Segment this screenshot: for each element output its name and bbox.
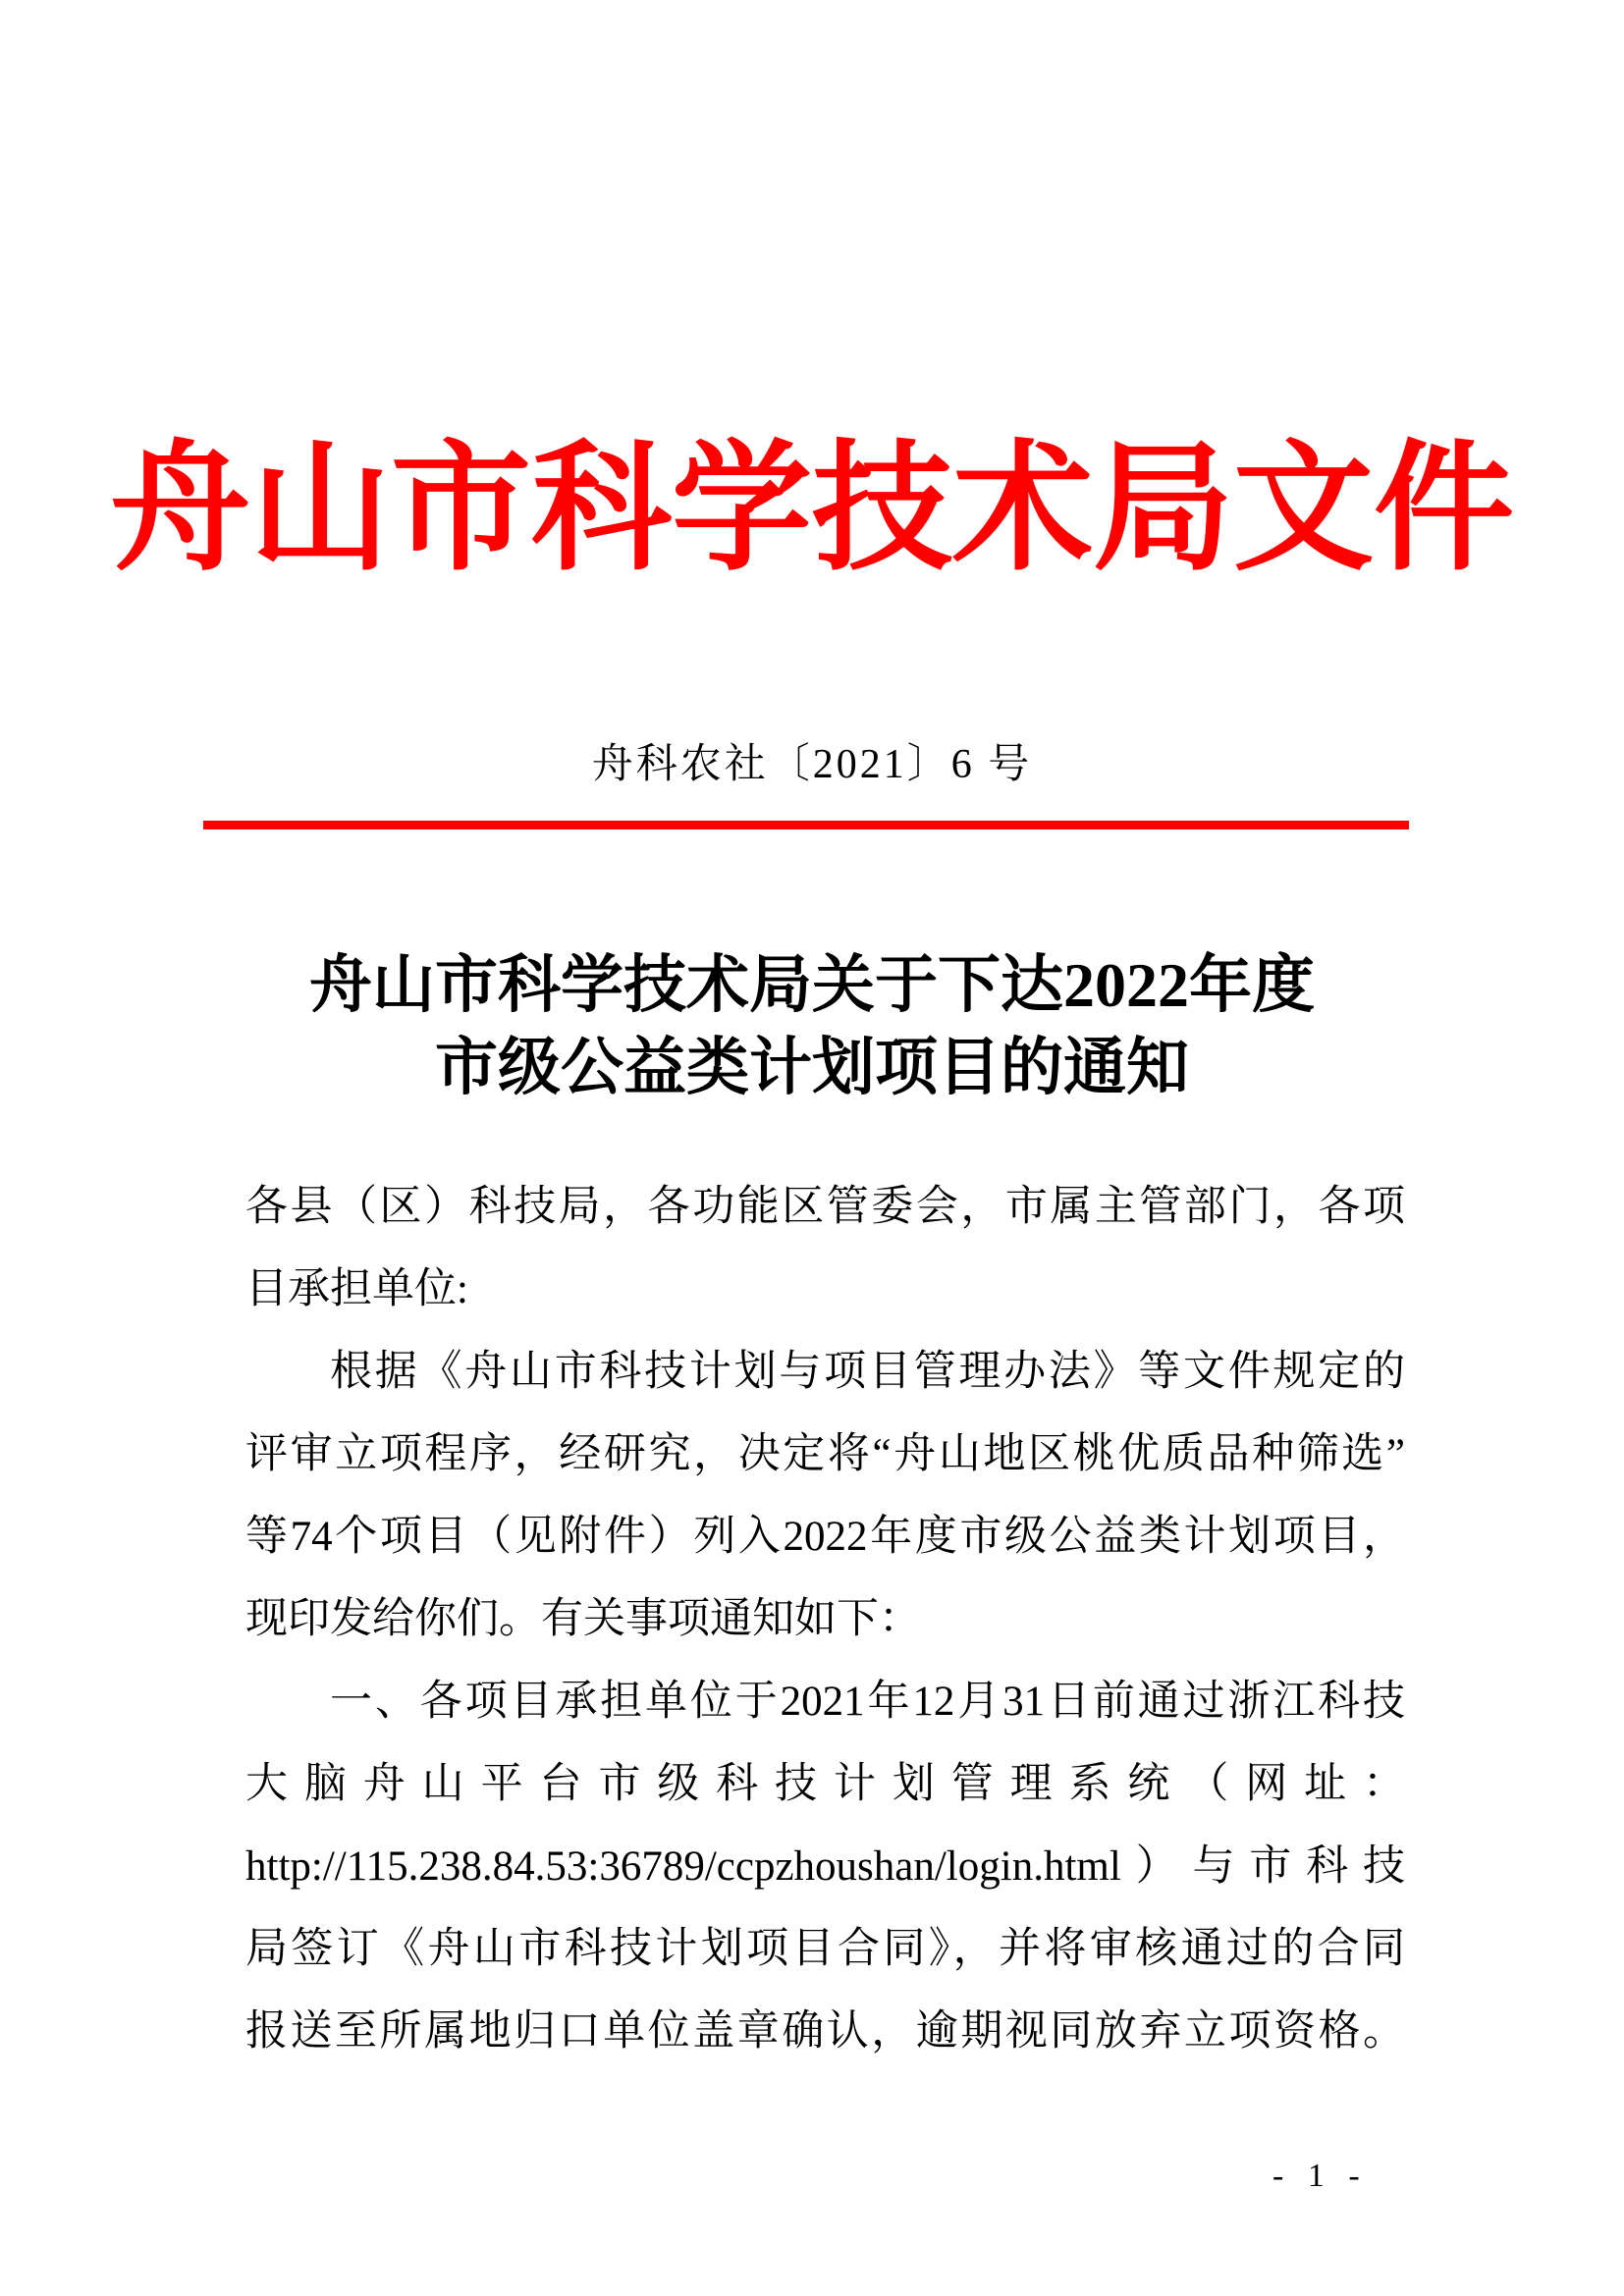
body-line: 各县（区）科技局，各功能区管委会，市属主管部门，各项 xyxy=(245,1184,1405,1230)
body-line: 现印发给你们。有关事项通知如下： xyxy=(245,1596,921,1642)
notice-title-line-1: 舟山市科学技术局关于下达2022年度 xyxy=(309,950,1315,1020)
body-line: 目承担单位: xyxy=(245,1266,468,1312)
body-line: 根据《舟山市科技计划与项目管理办法》等文件规定的 xyxy=(330,1349,1405,1395)
red-separator-line xyxy=(203,821,1409,829)
body-line: 大脑舟山平台市级科技计划管理系统（网址： xyxy=(245,1761,1405,1807)
notice-body xyxy=(245,1166,1405,2073)
notice-title-line-2: 市级公益类计划项目的通知 xyxy=(435,1033,1189,1102)
red-header-title: 舟山市科学技术局文件 xyxy=(110,432,1514,587)
body-line: 等74个项目（见附件）列入2022年度市级公益类计划项目， xyxy=(245,1514,1405,1560)
body-line: 评审立项程序，经研究，决定将“舟山地区桃优质品种筛选” xyxy=(245,1431,1405,1477)
notice-title xyxy=(0,944,1624,1109)
body-line: 一、各项目承担单位于2021年12月31日前通过浙江科技 xyxy=(330,1679,1405,1725)
body-line: 局签订《舟山市科技计划项目合同》，并将审核通过的合同 xyxy=(245,1926,1405,1972)
page-number: - 1 - xyxy=(1272,2158,1368,2194)
doc-number: 舟科农社〔2021〕6 号 xyxy=(591,742,1033,787)
body-line: 报送至所属地归口单位盖章确认，逾期视同放弃立项资格。 xyxy=(245,2008,1405,2055)
body-line-url: http://115.238.84.53:36789/ccpzhoushan/login.html）与市科技 xyxy=(245,1843,1405,1890)
